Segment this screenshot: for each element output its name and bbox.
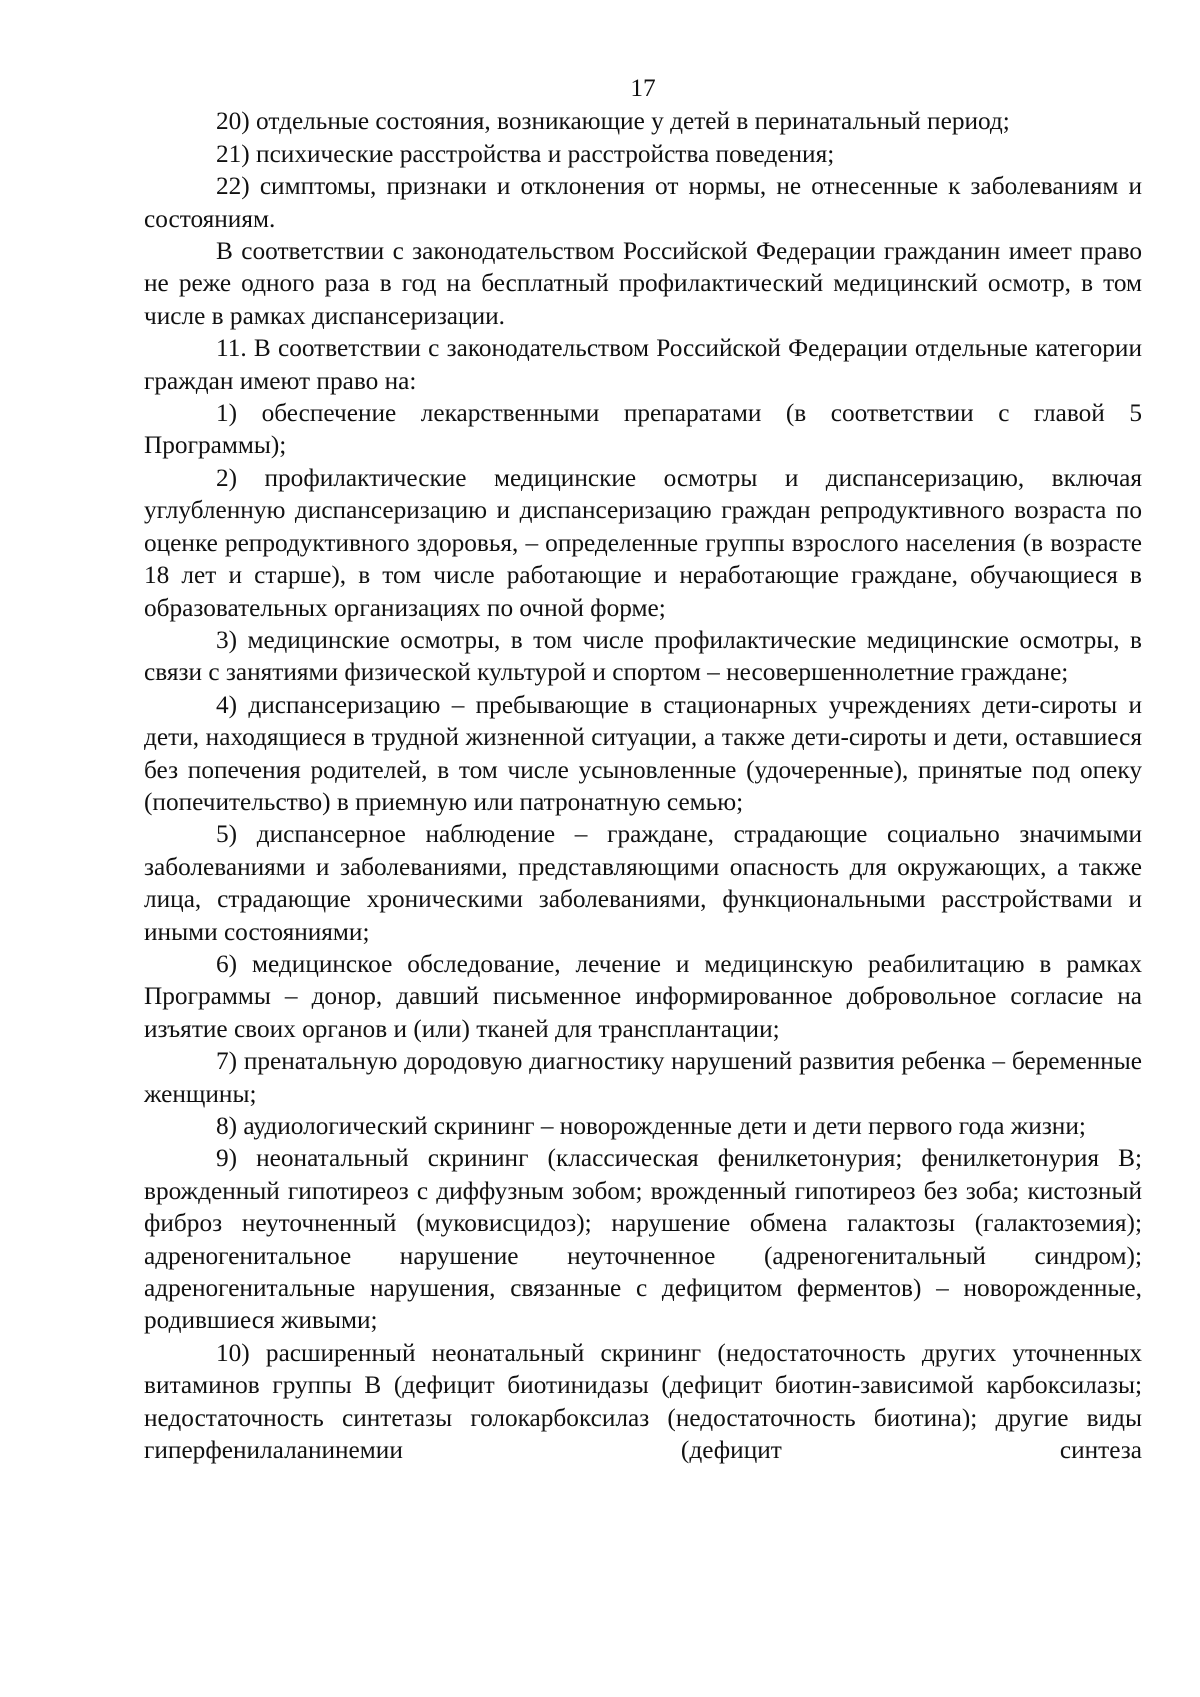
paragraph-item-22: 22) симптомы, признаки и отклонения от нормы, не отнесенные к заболеваниям и состояниям.: [144, 172, 1142, 233]
page-number: 17: [630, 74, 656, 102]
paragraph-right-7: 7) пренатальную дородовую диагностику нарушений развития ребенка – беременные женщины;: [144, 1047, 1142, 1108]
paragraph-right-2: 2) профилактические медицинские осмотры и диспансеризацию, включая углубленную диспансеризацию и диспансеризацию граждан репродуктивного возраста по оценке репродуктивного здоровья, – определенные группы взрослого населения (в возрасте 18 лет и старше), в том числе работающие и неработающие граждане, обучающиеся в образовательных организациях по очной форме;: [144, 463, 1142, 622]
paragraph-item-20: 20) отдельные состояния, возникающие у детей в перинатальный период;: [216, 107, 1010, 136]
document-page: [144, 72, 1142, 1466]
paragraph-item-21: 21) психические расстройства и расстройства поведения;: [216, 139, 835, 168]
paragraph-right-8: 8) аудиологический скрининг – новорожденные дети и дети первого года жизни;: [216, 1112, 1086, 1140]
paragraph-section-11: 11. В соответствии с законодательством Российской Федерации отдельные категории граждан имеют право на:: [144, 334, 1142, 395]
paragraph-right-10: 10) расширенный неонатальный скрининг (недостаточность других уточненных витаминов группы B (дефицит биотинидазы (дефицит биотин-зависимой карбоксилазы; недостаточность синтетазы голокарбоксилаз (недостаточность биотина); другие виды гиперфенилаланинемии (дефицит синтеза: [144, 1338, 1142, 1465]
paragraph-right-4: 4) диспансеризацию – пребывающие в стационарных учреждениях дети-сироты и дети, находящиеся в трудной жизненной ситуации, а также дети-сироты и дети, оставшиеся без попечения родителей, в том числе усыновленные (удочеренные), принятые под опеку (попечительство) в приемную или патронатную семью;: [144, 690, 1142, 816]
paragraph-right-6: 6) медицинское обследование, лечение и медицинскую реабилитацию в рамках Программы – донор, давший письменное информированное добровольное согласие на изъятие своих органов и (или) тканей для трансплантации;: [144, 949, 1142, 1043]
paragraph-right-to-checkup: В соответствии с законодательством Российской Федерации гражданин имеет право не реже одного раза в год на бесплатный профилактический медицинский осмотр, в том числе в рамках диспансеризации.: [144, 237, 1142, 330]
paragraph-right-5: 5) диспансерное наблюдение – граждане, страдающие социально значимыми заболеваниями и заболеваниями, представляющими опасность для окружающих, а также лица, страдающие хроническими заболеваниями, функциональными расстройствами и иными состояниями;: [144, 820, 1142, 946]
paragraph-right-9: 9) неонатальный скрининг (классическая фенилкетонурия; фенилкетонурия B; врожденный гипотиреоз с диффузным зобом; врожденный гипотиреоз без зоба; кистозный фиброз неуточненный (муковисцидоз); нарушение обмена галактозы (галактоземия); адреногенитальное нарушение неуточненное (адреногенитальный синдром); адреногенитальные нарушения, связанные с дефицитом ферментов) – новорожденные, родившиеся живыми;: [144, 1144, 1142, 1335]
paragraph-right-1: 1) обеспечение лекарственными препаратами (в соответствии с главой 5 Программы);: [144, 399, 1142, 460]
paragraph-right-3: 3) медицинские осмотры, в том числе профилактические медицинские осмотры, в связи с занятиями физической культурой и спортом – несовершеннолетние граждане;: [144, 625, 1142, 687]
